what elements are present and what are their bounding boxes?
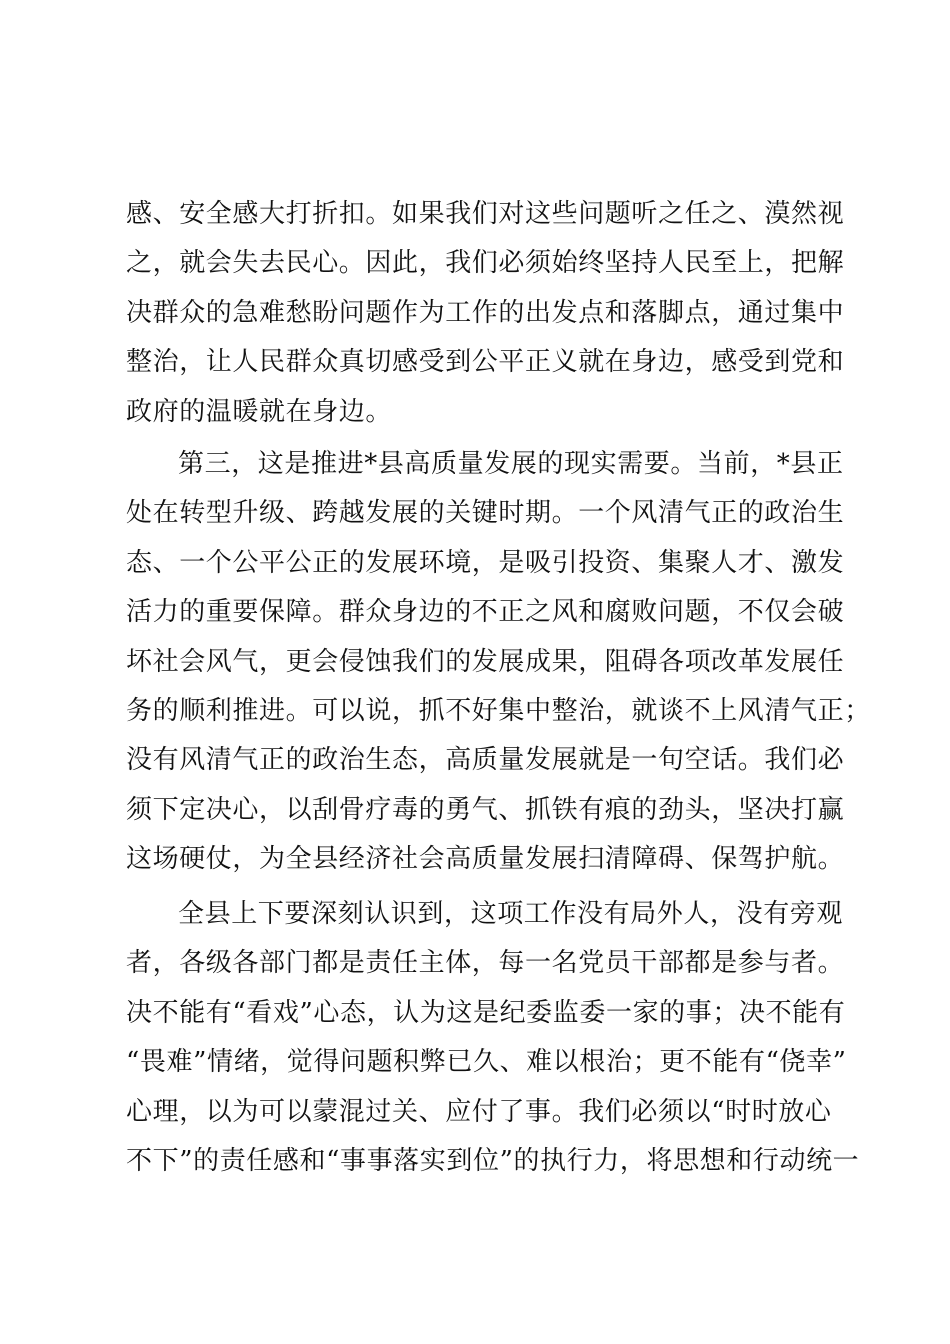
text-line: 这场硬仗，为全县经济社会高质量发展扫清障碍、保驾护航。 [126, 844, 845, 875]
text-line: 态、一个公平公正的发展环境，是吸引投资、集聚人才、激发 [126, 547, 845, 578]
text-line: 之，就会失去民心。因此，我们必须始终坚持人民至上，把解 [126, 248, 845, 279]
text-line: 不下”的责任感和“事事落实到位”的执行力，将思想和行动统一 [126, 1145, 860, 1176]
text-line: 全县上下要深刻认识到，这项工作没有局外人，没有旁观 [178, 899, 844, 929]
text-line: 须下定决心，以刮骨疗毒的勇气、抓铁有痕的劲头，坚决打赢 [126, 794, 845, 825]
text-line: 坏社会风气，更会侵蚀我们的发展成果，阻碍各项改革发展任 [126, 646, 845, 677]
text-line: 心理，以为可以蒙混过关、应付了事。我们必须以“时时放心 [126, 1096, 832, 1127]
text-line: 第三，这是推进*县高质量发展的现实需要。当前，*县正 [178, 449, 844, 479]
text-line: 感、安全感大打折扣。如果我们对这些问题听之任之、漠然视 [126, 199, 845, 229]
paragraph-conclusion [126, 890, 859, 1186]
text-line: 处在转型升级、跨越发展的关键时期。一个风清气正的政治生 [126, 498, 845, 529]
text-line: 整治，让人民群众真切感受到公平正义就在身边，感受到党和 [126, 347, 845, 378]
text-line: “畏难”情绪，觉得问题积弊已久、难以根治；更不能有“侥幸” [126, 1047, 847, 1078]
text-line: 务的顺利推进。可以说，抓不好集中整治，就谈不上风清气正； [126, 695, 871, 726]
text-line: 决不能有“看戏”心态，认为这是纪委监委一家的事；决不能有 [126, 997, 846, 1028]
paragraph-continuation [126, 190, 844, 437]
paragraph-third-point [126, 440, 871, 885]
text-line: 政府的温暖就在身边。 [126, 396, 393, 427]
text-line: 活力的重要保障。群众身边的不正之风和腐败问题，不仅会破 [126, 597, 845, 628]
text-line: 没有风清气正的政治生态，高质量发展就是一句空话。我们必 [126, 745, 845, 776]
text-line: 决群众的急难愁盼问题作为工作的出发点和落脚点，通过集中 [126, 297, 845, 328]
text-line: 者，各级各部门都是责任主体，每一名党员干部都是参与者。 [126, 948, 845, 979]
